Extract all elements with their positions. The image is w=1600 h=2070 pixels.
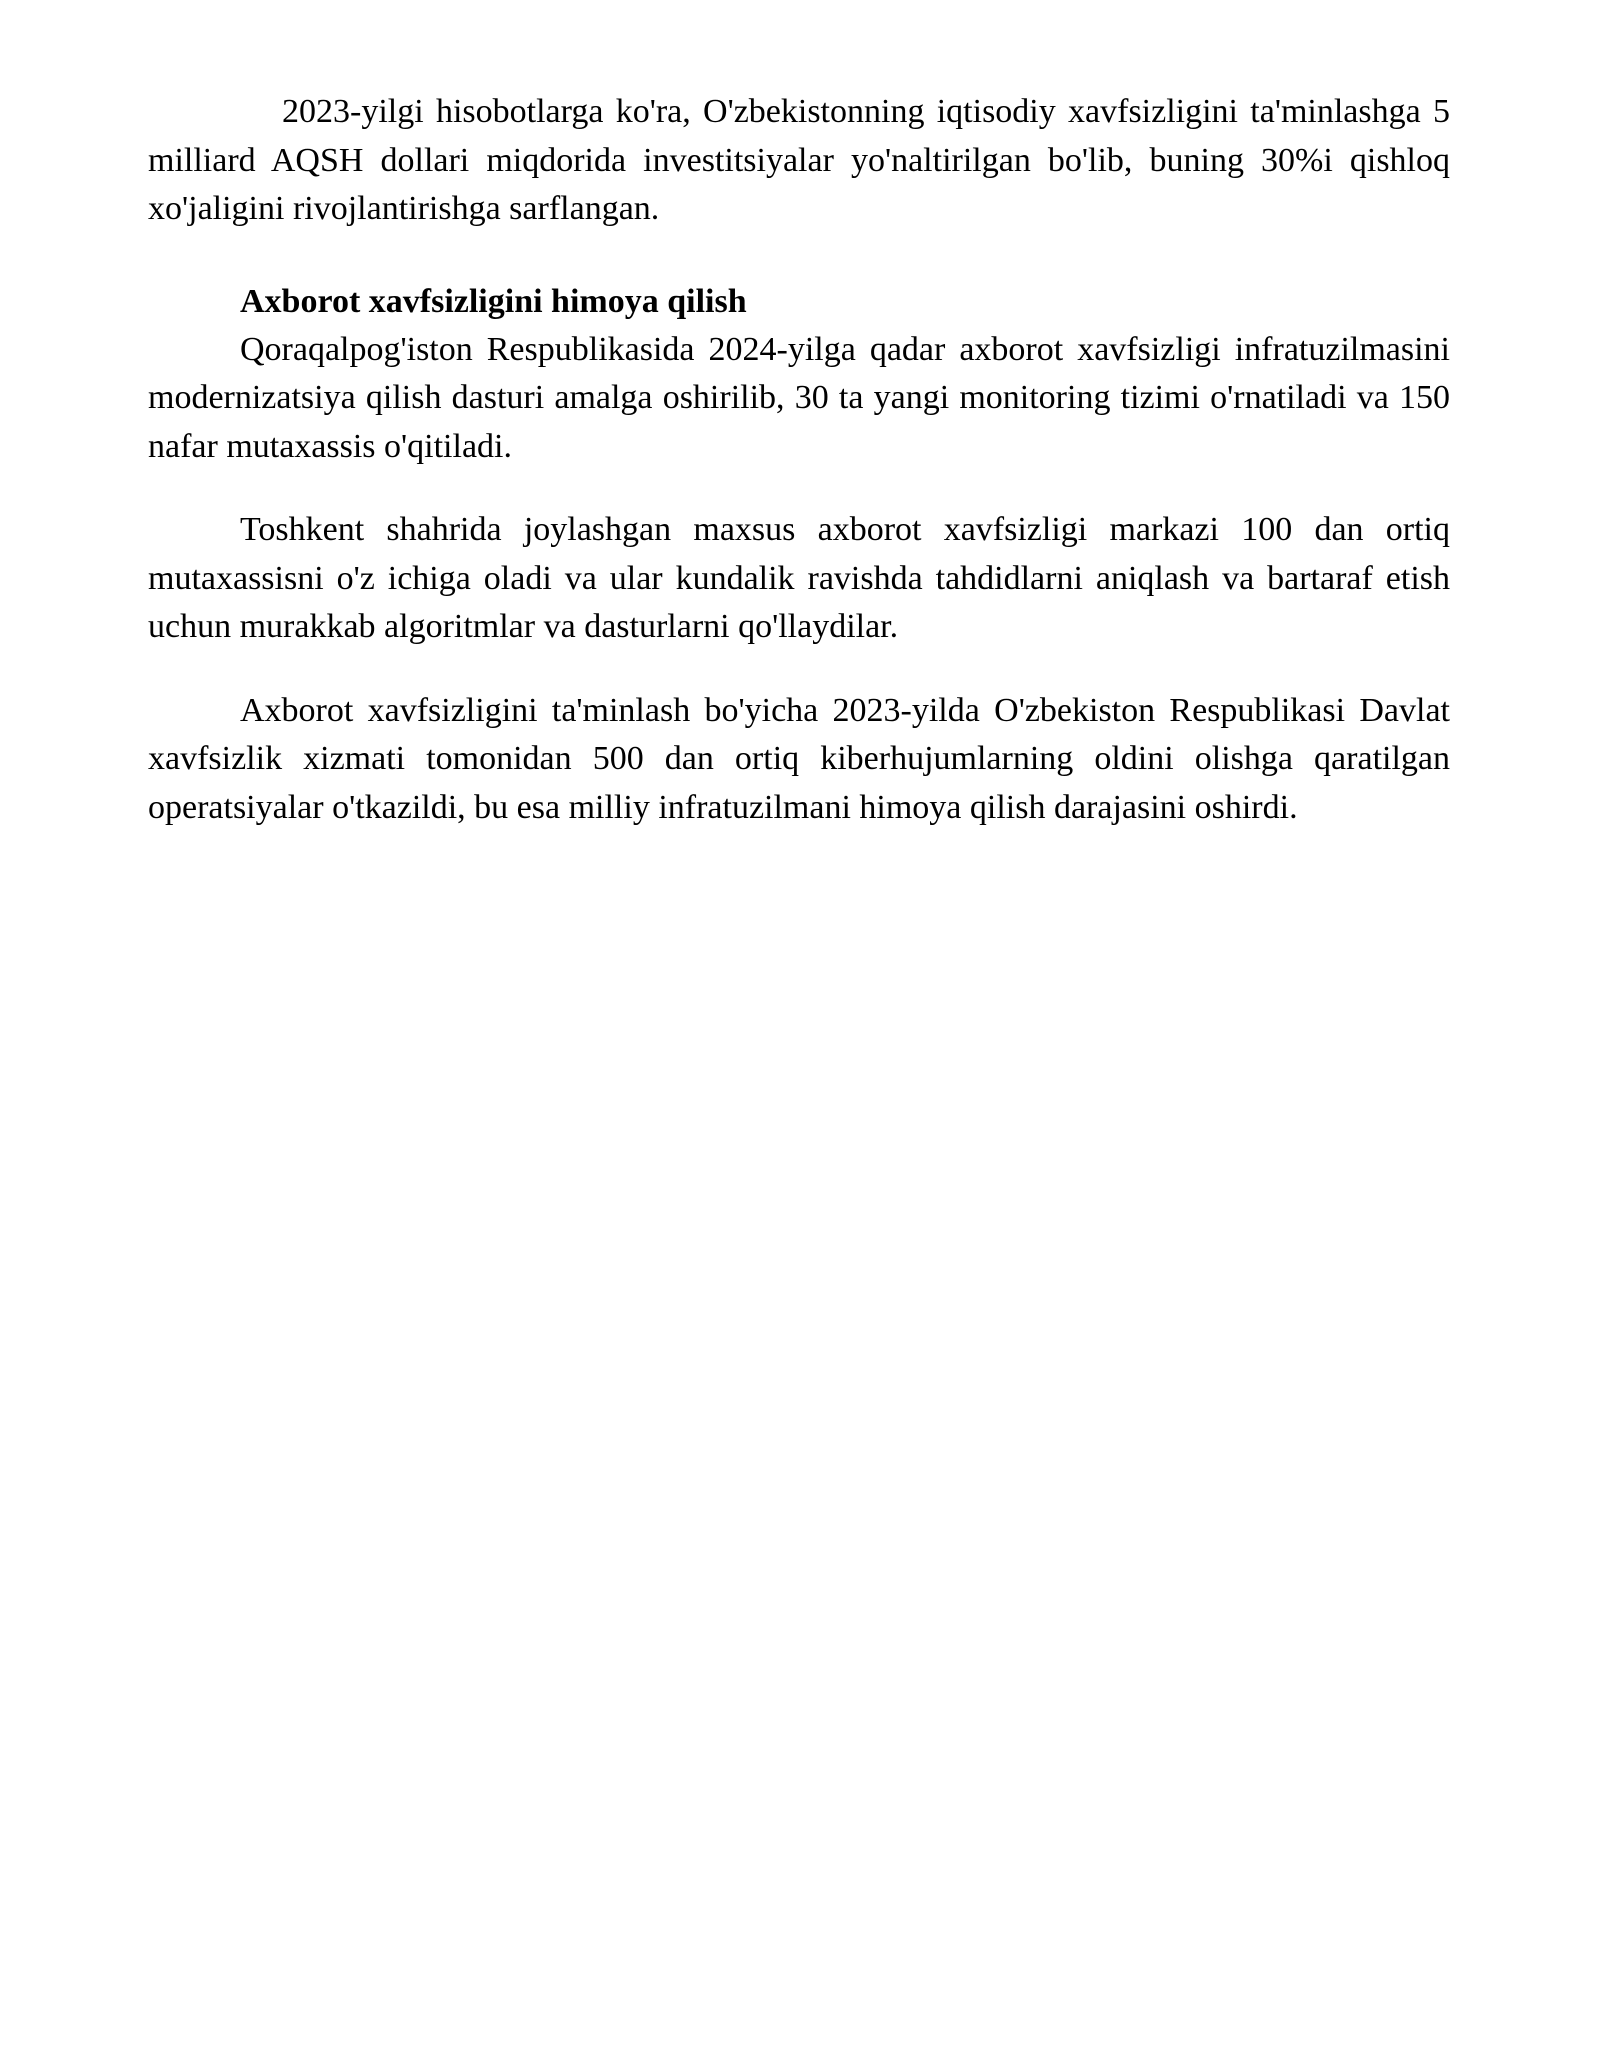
body-paragraph-toshkent: Toshkent shahrida joylashgan maxsus axborot xavfsizligi markazi 100 dan ortiq mutaxassisni o'z ichiga oladi va ular kundalik ravishda tahdidlarni aniqlash va bartaraf etish uchun murakkab algoritmlar va dasturlarni qo'llaydilar. <box>148 511 1450 645</box>
spacer <box>148 234 1450 278</box>
intro-paragraph: 2023-yilgi hisobotlarga ko'ra, O'zbekistonning iqtisodiy xavfsizligini ta'minlashga 5 milliard AQSH dollari miqdorida investitsiyalar yo'naltirilgan bo'lib, buning 30%i qishloq xo'jaligini rivojlantirishga sarflangan. <box>148 93 1450 227</box>
body-paragraph-dxx: Axborot xavfsizligini ta'minlash bo'yicha 2023-yilda O'zbekiston Respublikasi Davlat xavfsizlik xizmati tomonidan 500 dan ortiq kiberhujumlarning oldini olishga qaratilgan operatsiyalar o'tkazildi, bu esa milliy infratuzilmani himoya qilish darajasini oshirdi. <box>148 691 1450 826</box>
spacer <box>148 471 1450 506</box>
document-page <box>148 88 1450 832</box>
section-heading: Axborot xavfsizligini himoya qilish <box>240 282 747 320</box>
spacer <box>148 652 1450 687</box>
body-paragraph-qoraqalpogiston: Qoraqalpog'iston Respublikasida 2024-yilga qadar axborot xavfsizligi infratuzilmasini modernizatsiya qilish dasturi amalga oshirilib, 30 ta yangi monitoring tizimi o'rnatiladi va 150 nafar mutaxassis o'qitiladi. <box>148 330 1450 465</box>
